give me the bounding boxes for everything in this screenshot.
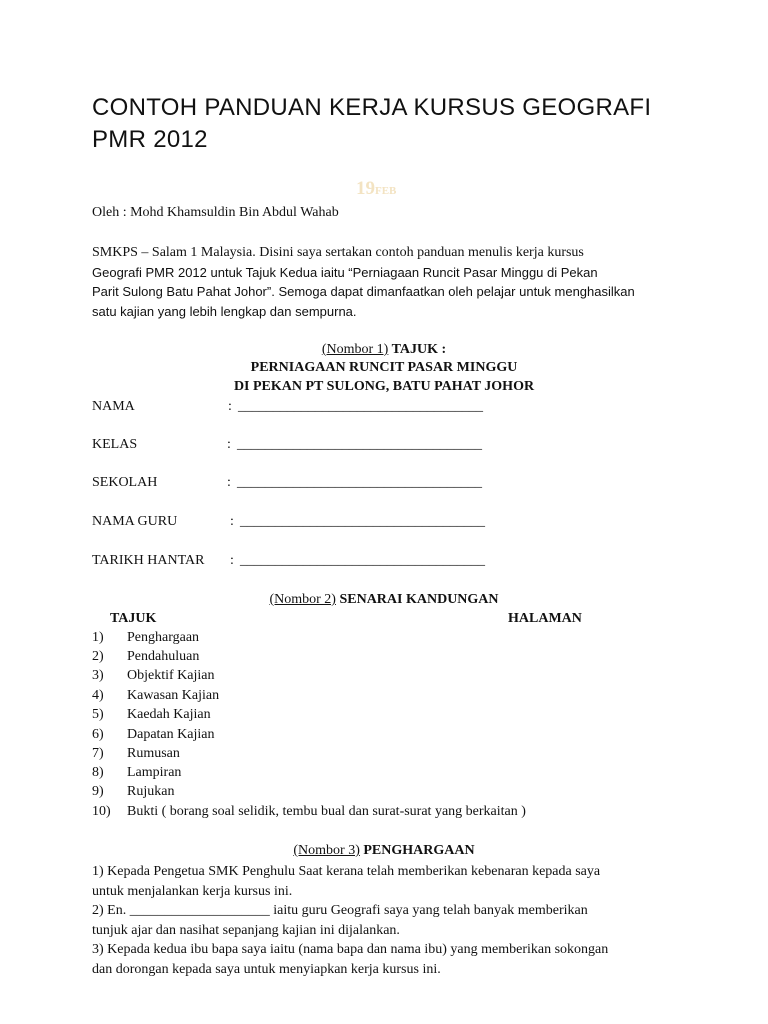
- toc-item-number: 2): [92, 649, 104, 664]
- toc-item: [92, 727, 612, 746]
- toc-item-number: 7): [92, 746, 104, 761]
- section-2-number: (Nombor 2): [269, 592, 336, 607]
- form-field-blank[interactable]: ___________________________________: [237, 475, 482, 490]
- form-field-colon: :: [227, 475, 231, 490]
- toc-item: [92, 630, 612, 649]
- toc-item-text: Rumusan: [127, 746, 180, 761]
- form-field-label: SEKOLAH: [92, 475, 158, 490]
- date-stamp-month: FEB: [375, 185, 397, 197]
- acknowledgement-line: dan dorongan kepada saya untuk menyiapkan kerja kursus ini.: [92, 961, 441, 977]
- acknowledgement-line: 1) Kepada Pengetua SMK Penghulu Saat kerana telah memberikan kebenaran kepada saya: [92, 864, 601, 879]
- toc-item-text: Rujukan: [127, 784, 175, 799]
- toc-item-text: Lampiran: [127, 765, 182, 780]
- title-line-1: CONTOH PANDUAN KERJA KURSUS GEOGRAFI: [92, 94, 652, 121]
- acknowledgement-line: 2) En. ____________________ iaitu guru Geografi saya yang telah banyak memberikan: [92, 903, 588, 918]
- section-2-heading: [92, 592, 676, 608]
- toc-item-number: 5): [92, 707, 104, 722]
- form-field-blank[interactable]: ___________________________________: [238, 399, 483, 414]
- intro-line: satu kajian yang lebih lengkap dan sempurna.: [92, 303, 357, 319]
- form-field-label: NAMA: [92, 399, 135, 414]
- section-3-number: (Nombor 3): [293, 843, 360, 858]
- section-1-heading: [92, 342, 676, 358]
- form-field-blank[interactable]: ___________________________________: [237, 437, 482, 452]
- date-stamp: [356, 178, 396, 200]
- form-field-sekolah[interactable]: [92, 475, 592, 495]
- toc-item: [92, 707, 612, 726]
- toc-item-number: 9): [92, 784, 104, 799]
- toc-item-number: 10): [92, 804, 111, 819]
- form-field-label: KELAS: [92, 437, 138, 452]
- form-field-label: NAMA GURU: [92, 514, 178, 529]
- toc-item: [92, 746, 612, 765]
- toc-item-text: Bukti ( borang soal selidik, tembu bual dan surat-surat yang berkaitan ): [127, 804, 526, 819]
- form-field-label: TARIKH HANTAR: [92, 553, 205, 568]
- toc-item-number: 4): [92, 688, 104, 703]
- toc-item: [92, 668, 612, 687]
- toc-item-number: 3): [92, 668, 104, 683]
- section-3-heading: [92, 843, 676, 859]
- toc-item-text: Kawasan Kajian: [127, 688, 220, 703]
- form-field-colon: :: [228, 399, 232, 414]
- form-field-tarikh-hantar[interactable]: [92, 553, 592, 573]
- form-field-colon: :: [227, 437, 231, 452]
- intro-line: Geografi PMR 2012 untuk Tajuk Kedua iaitu “Perniagaan Runcit Pasar Minggu di Pekan: [92, 264, 598, 280]
- title-line-2: PMR 2012: [92, 126, 208, 153]
- toc-item: [92, 765, 612, 784]
- form-field-colon: :: [230, 553, 234, 568]
- acknowledgement-line: untuk menjalankan kerja kursus ini.: [92, 883, 293, 899]
- form-field-nama-guru[interactable]: [92, 514, 592, 534]
- form-field-blank[interactable]: ___________________________________: [240, 553, 485, 568]
- section-2-title: SENARAI KANDUNGAN: [335, 592, 499, 607]
- form-field-blank[interactable]: ___________________________________: [240, 514, 485, 529]
- toc-column-halaman: HALAMAN: [508, 611, 582, 626]
- toc-item-number: 1): [92, 630, 104, 645]
- toc-item-number: 6): [92, 727, 104, 742]
- acknowledgement-line: tunjuk ajar dan nasihat sepanjang kajian ini dijalankan.: [92, 922, 400, 938]
- document-title: [92, 92, 692, 156]
- toc-item: [92, 804, 612, 823]
- toc-item-text: Penghargaan: [127, 630, 200, 645]
- toc-item: [92, 688, 612, 707]
- section-1-subtitle-1: PERNIAGAAN RUNCIT PASAR MINGGU: [250, 360, 518, 375]
- author-line: Oleh : Mohd Khamsuldin Bin Abdul Wahab: [92, 205, 339, 220]
- toc-item: [92, 649, 612, 668]
- toc-item: [92, 784, 612, 803]
- section-3-title: PENGHARGAAN: [359, 843, 475, 858]
- intro-line: SMKPS – Salam 1 Malaysia. Disini saya sertakan contoh panduan menulis kerja kursus: [92, 245, 584, 260]
- form-field-nama[interactable]: [92, 399, 592, 419]
- section-1-number: (Nombor 1): [321, 342, 389, 357]
- toc-item-text: Kaedah Kajian: [127, 707, 211, 722]
- acknowledgement-paragraph: [92, 862, 692, 979]
- toc-column-tajuk: TAJUK: [110, 611, 157, 626]
- acknowledgement-line: 3) Kepada kedua ibu bapa saya iaitu (nama bapa dan nama ibu) yang memberikan sokongan: [92, 942, 609, 957]
- toc-item-text: Objektif Kajian: [127, 668, 215, 683]
- toc-item-number: 8): [92, 765, 104, 780]
- intro-line: Parit Sulong Batu Pahat Johor”. Semoga dapat dimanfaatkan oleh pelajar untuk menghasilkan: [92, 284, 635, 299]
- intro-paragraph: [92, 243, 692, 321]
- form-field-colon: :: [230, 514, 234, 529]
- date-stamp-day: 19: [356, 178, 375, 199]
- section-1-title: TAJUK :: [388, 342, 447, 357]
- toc-item-text: Dapatan Kajian: [127, 727, 215, 742]
- form-field-kelas[interactable]: [92, 437, 592, 457]
- toc-item-text: Pendahuluan: [127, 649, 200, 664]
- section-1-subtitle-2: DI PEKAN PT SULONG, BATU PAHAT JOHOR: [233, 379, 535, 394]
